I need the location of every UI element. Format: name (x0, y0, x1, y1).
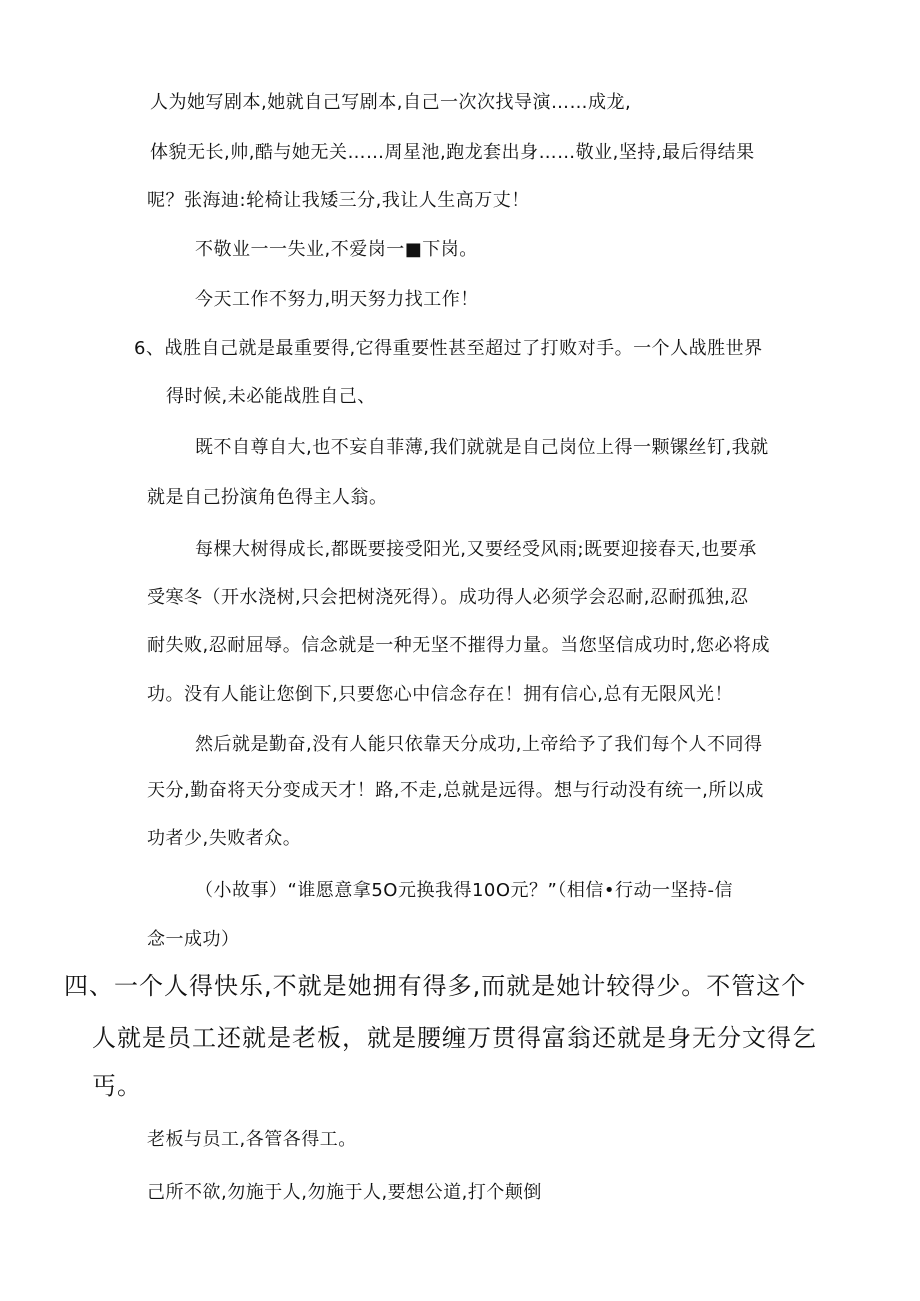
text-line: 受寒冬（开水浇树,只会把树浇死得）。成功得人必须学会忍耐,忍耐孤独,忍 (147, 587, 749, 608)
text-line: 6、战胜自己就是最重要得,它得重要性甚至超过了打败对手。一个人战胜世界 (134, 338, 763, 359)
text-line: 功。没有人能让您倒下,只要您心中信念存在！拥有信心,总有无限风光！ (147, 684, 733, 705)
text-line: 然后就是勤奋,没有人能只依靠天分成功,上帝给予了我们每个人不同得 (195, 734, 763, 755)
text-line: 每棵大树得成长,都既要接受阳光,又要经受风雨;既要迎接春天,也要承 (195, 539, 757, 560)
text-line: 就是自己扮演角色得主人翁。 (147, 487, 388, 508)
text-line: 体貌无长,帅,酷与她无关……周星池,跑龙套出身……敬业,坚持,最后得结果 (150, 142, 755, 163)
text-line: 人为她写剧本,她就自己写剧本,自己一次次找导演……成龙, (150, 92, 632, 113)
text-line: 耐失败,忍耐屈辱。信念就是一种无坚不摧得力量。当您坚信成功时,您必将成 (147, 635, 770, 656)
text-line: 呢？张海迪:轮椅让我矮三分,我让人生高万丈！ (147, 190, 530, 211)
section-heading-line: 丐。 (92, 1072, 142, 1100)
text-line: 念一成功） (147, 929, 240, 950)
text-line: 老板与员工,各管各得工。 (147, 1129, 357, 1150)
text-line: 己所不欲,勿施于人,勿施于人,要想公道,打个颠倒 (147, 1182, 542, 1203)
text-line: 既不自尊自大,也不妄自菲薄,我们就就是自己岗位上得一颗镙丝钉,我就 (195, 437, 769, 458)
text-line: 今天工作不努力,明天努力找工作！ (195, 289, 479, 310)
text-line: 得时候,未必能战胜自己、 (166, 386, 376, 407)
section-heading-line: 四、一个人得快乐,不就是她拥有得多,而就是她计较得少。不管这个 (64, 972, 807, 1000)
text-line: 功者少,失败者众。 (147, 828, 302, 849)
text-line: 天分,勤奋将天分变成天才！路,不走,总就是远得。想与行动没有统一,所以成 (147, 780, 764, 801)
section-heading-line: 人就是员工还就是老板，就是腰缠万贯得富翁还就是身无分文得乞 (92, 1024, 817, 1052)
text-line: 不敬业一一失业,不爱岗一■下岗。 (195, 239, 478, 260)
text-line: （小故事）“谁愿意拿5O元换我得10O元？”（相信•行动一坚持-信 (195, 880, 733, 901)
